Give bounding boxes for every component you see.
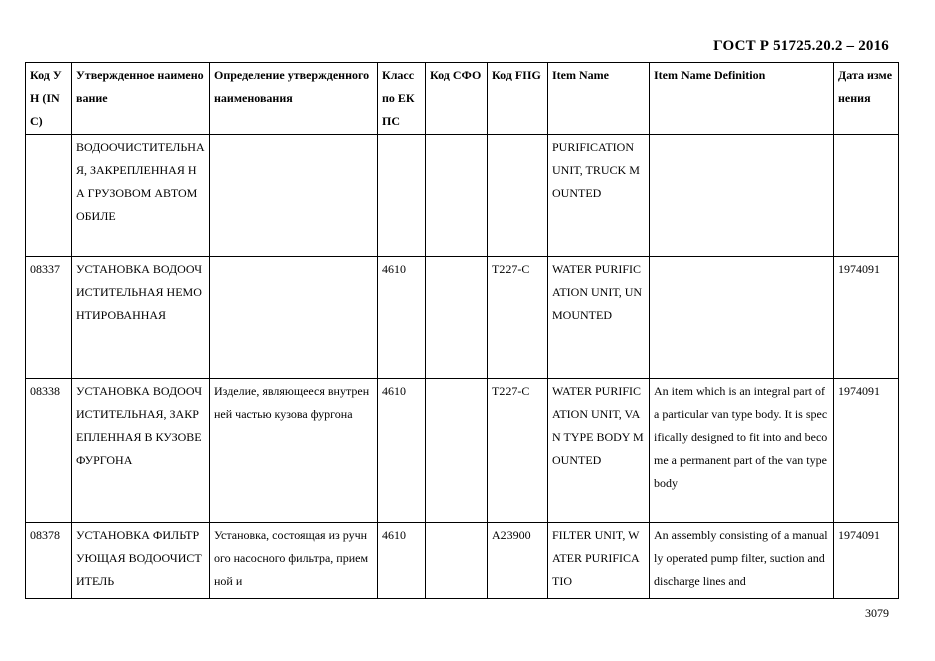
- cell-sfo-code: [426, 523, 488, 599]
- header-item-definition: Item Name Definition: [650, 63, 834, 135]
- header-approved-name: Утвержденное наименование: [72, 63, 210, 135]
- cell-item-definition: An assembly consisting of a manually operated pump filter, suction and discharge lines and: [650, 523, 834, 599]
- nomenclature-table: [25, 62, 899, 599]
- cell-definition: Установка, состоящая из ручного насосного фильтра, приемной и: [210, 523, 378, 599]
- cell-sfo-code: [426, 135, 488, 257]
- cell-class: [378, 135, 426, 257]
- cell-fiig-code: T227-C: [488, 257, 548, 379]
- page-number: 3079: [865, 606, 889, 620]
- cell-item-name: FILTER UNIT, WATER PURIFICATIO: [548, 523, 650, 599]
- document-title: ГОСТ Р 51725.20.2 – 2016: [713, 38, 889, 54]
- cell-definition: [210, 135, 378, 257]
- table-row: [26, 135, 899, 257]
- header-sfo-code: Код СФО: [426, 63, 488, 135]
- cell-fiig-code: T227-C: [488, 379, 548, 523]
- header-item-name: Item Name: [548, 63, 650, 135]
- cell-change-date: [834, 135, 899, 257]
- cell-sfo-code: [426, 257, 488, 379]
- header-change-date: Дата изменения: [834, 63, 899, 135]
- cell-approved-name: ВОДООЧИСТИТЕЛЬНАЯ, ЗАКРЕПЛЕННАЯ НА ГРУЗОВОМ АВТОМОБИЛЕ: [72, 135, 210, 257]
- cell-item-definition: [650, 135, 834, 257]
- cell-change-date: 1974091: [834, 257, 899, 379]
- table-row: [26, 379, 899, 523]
- table-row: [26, 523, 899, 599]
- header-class: Класс по ЕКПС: [378, 63, 426, 135]
- cell-fiig-code: A23900: [488, 523, 548, 599]
- header-inc: Код УН (INC): [26, 63, 72, 135]
- header-definition: Определение утвержденного наименования: [210, 63, 378, 135]
- cell-inc: [26, 135, 72, 257]
- cell-sfo-code: [426, 379, 488, 523]
- cell-item-name: PURIFICATION UNIT, TRUCK MOUNTED: [548, 135, 650, 257]
- cell-item-name: WATER PURIFICATION UNIT, UNMOUNTED: [548, 257, 650, 379]
- cell-class: 4610: [378, 257, 426, 379]
- cell-inc: 08378: [26, 523, 72, 599]
- table-header-row: [26, 63, 899, 135]
- cell-change-date: 1974091: [834, 523, 899, 599]
- cell-item-definition: [650, 257, 834, 379]
- cell-approved-name: УСТАНОВКА ВОДООЧИСТИТЕЛЬНАЯ НЕМОНТИРОВАННАЯ: [72, 257, 210, 379]
- table-row: [26, 257, 899, 379]
- cell-item-name: WATER PURIFICATION UNIT, VAN TYPE BODY MOUNTED: [548, 379, 650, 523]
- cell-fiig-code: [488, 135, 548, 257]
- cell-definition: [210, 257, 378, 379]
- cell-class: 4610: [378, 379, 426, 523]
- cell-change-date: 1974091: [834, 379, 899, 523]
- cell-definition: Изделие, являющееся внутренней частью кузова фургона: [210, 379, 378, 523]
- header-fiig-code: Код FIIG: [488, 63, 548, 135]
- cell-item-definition: An item which is an integral part of a particular van type body. It is specifically designed to fit into and become a permanent part of the van type body: [650, 379, 834, 523]
- cell-inc: 08338: [26, 379, 72, 523]
- cell-inc: 08337: [26, 257, 72, 379]
- cell-class: 4610: [378, 523, 426, 599]
- cell-approved-name: УСТАНОВКА ВОДООЧИСТИТЕЛЬНАЯ, ЗАКРЕПЛЕННАЯ В КУЗОВЕ ФУРГОНА: [72, 379, 210, 523]
- cell-approved-name: УСТАНОВКА ФИЛЬТРУЮЩАЯ ВОДООЧИСТИТЕЛЬ: [72, 523, 210, 599]
